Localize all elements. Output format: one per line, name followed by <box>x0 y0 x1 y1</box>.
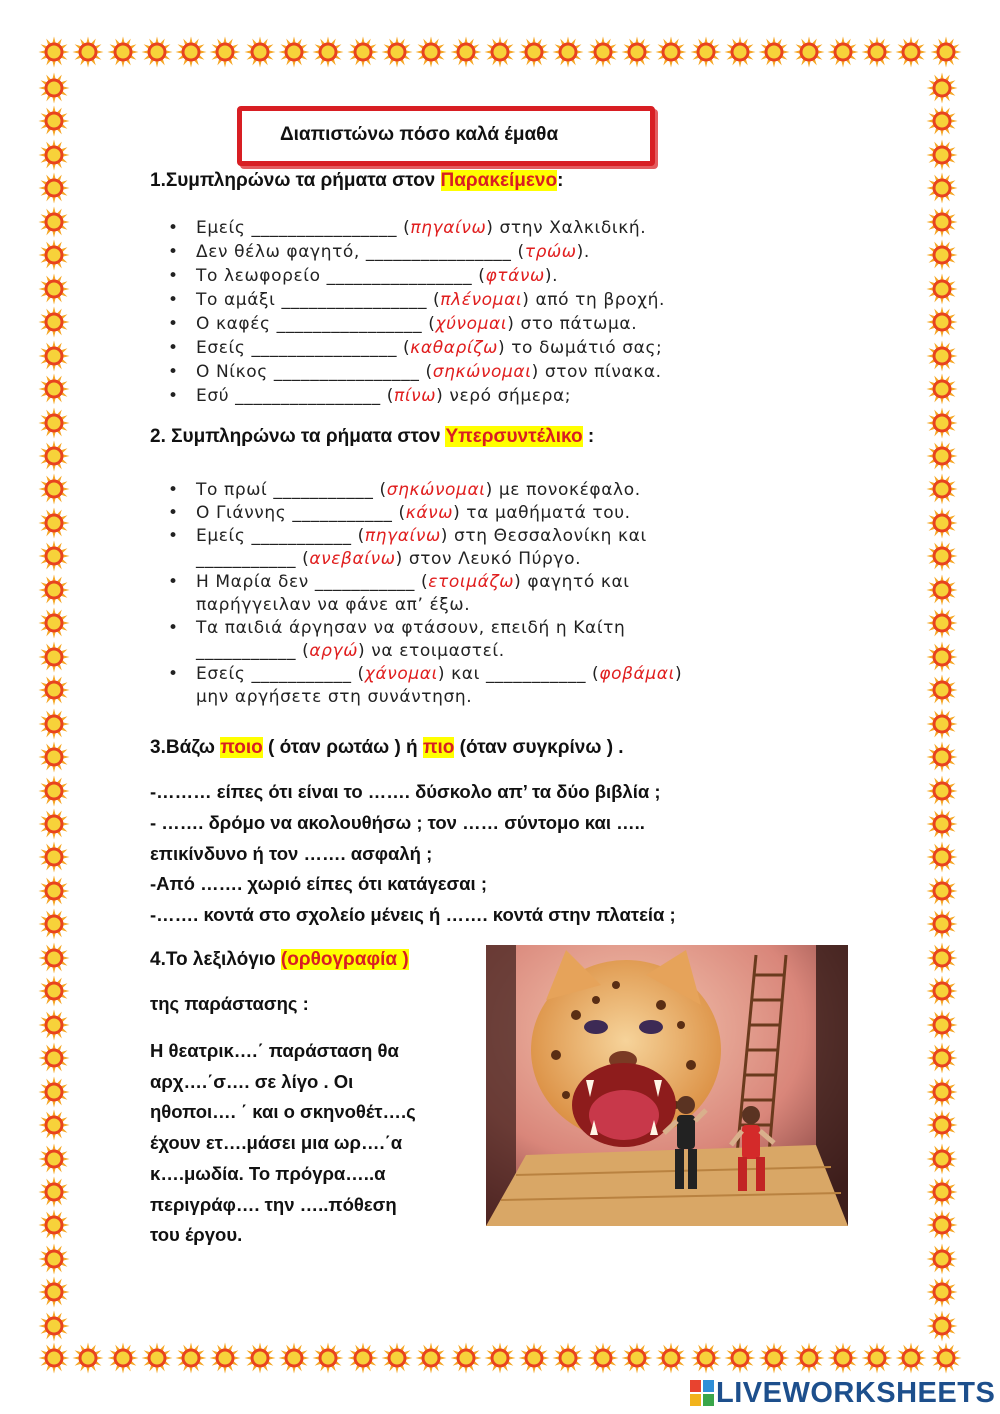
sun-border-icon <box>38 239 70 271</box>
item-text: ). <box>576 242 590 262</box>
bullet-icon: • <box>168 314 179 334</box>
section3-heading-text: 3.Βάζω <box>150 737 221 758</box>
sun-border-icon <box>926 139 958 171</box>
sun-border-icon <box>926 239 958 271</box>
verb-hint: καθαρίζω <box>410 338 498 358</box>
verb-hint: χάνομαι <box>364 664 438 684</box>
sun-border-icon <box>926 975 958 1007</box>
item-text: Το πρωί ___________ ( <box>196 480 387 500</box>
verb-hint: πηγαίνω <box>410 218 487 238</box>
sun-border-icon <box>926 674 958 706</box>
list-item <box>168 663 682 709</box>
sun-border-icon <box>926 1076 958 1108</box>
sun-border-icon <box>72 1342 104 1374</box>
sun-border-icon <box>38 473 70 505</box>
sun-border-icon <box>552 1342 584 1374</box>
sun-border-icon <box>587 1342 619 1374</box>
sun-border-icon <box>107 36 139 68</box>
sun-border-icon <box>926 440 958 472</box>
sun-border-icon <box>793 1342 825 1374</box>
sun-border-icon <box>926 908 958 940</box>
sun-border-icon <box>312 36 344 68</box>
sun-border-icon <box>518 36 550 68</box>
sun-border-icon <box>38 507 70 539</box>
sun-border-icon <box>861 36 893 68</box>
item-text: ___________ ( <box>196 549 310 569</box>
sun-border-icon <box>926 540 958 572</box>
sun-border-icon <box>38 875 70 907</box>
sun-border-icon <box>724 36 756 68</box>
sun-border-icon <box>518 1342 550 1374</box>
paragraph-line: κ….μωδία. Το πρόγρα…..α <box>150 1162 386 1184</box>
sun-border-icon <box>38 775 70 807</box>
verb-hint: φοβάμαι <box>599 664 675 684</box>
sun-border-icon <box>926 1042 958 1074</box>
section4-heading-highlight: (ορθογραφία ) <box>280 949 409 970</box>
sun-border-icon <box>244 1342 276 1374</box>
section4-heading <box>150 949 409 971</box>
sun-border-icon <box>209 1342 241 1374</box>
verb-hint: αργώ <box>309 641 359 661</box>
paragraph-line: ηθοποι…. ΄ και ο σκηνοθέτ….ς <box>150 1101 416 1123</box>
sun-border-icon <box>415 1342 447 1374</box>
section3-highlight-poio: ποιο <box>220 737 263 758</box>
section1-heading <box>150 170 563 192</box>
sun-border-icon <box>926 841 958 873</box>
section1-heading-highlight: Παρακείμενο <box>440 170 558 191</box>
sun-border-icon <box>926 507 958 539</box>
sun-border-icon <box>926 1310 958 1342</box>
item-text: Τα παιδιά άργησαν να φτάσουν, επειδή η Καίτη <box>196 618 626 638</box>
sun-border-icon <box>930 1342 962 1374</box>
paragraph-line: του έργου. <box>150 1224 243 1246</box>
sun-border-icon <box>38 674 70 706</box>
logo-text: LIVEWORKSHEETS <box>716 1376 996 1409</box>
sun-border-icon <box>141 36 173 68</box>
sun-border-icon <box>38 1310 70 1342</box>
section4-heading-text: 4.Το λεξιλόγιο <box>150 949 281 970</box>
sun-border-icon <box>484 36 516 68</box>
sun-border-icon <box>72 36 104 68</box>
exercise3-line: -……. κοντά στο σχολείο μένεις ή ……. κοντά στην πλατεία ; <box>150 904 676 925</box>
sun-border-icon <box>926 708 958 740</box>
sun-border-icon <box>926 1009 958 1041</box>
sun-border-icon <box>415 36 447 68</box>
item-text: Ο καφές ________________ ( <box>196 314 436 334</box>
border-top <box>38 36 962 72</box>
item-text: παρήγγειλαν να φάνε απ’ έξω. <box>196 595 471 615</box>
bullet-icon: • <box>168 338 179 358</box>
sun-border-icon <box>38 841 70 873</box>
sun-border-icon <box>38 1109 70 1141</box>
section1-list <box>168 216 665 408</box>
sun-border-icon <box>278 36 310 68</box>
item-text: ) στον Λευκό Πύργο. <box>395 549 582 569</box>
sun-border-icon <box>38 139 70 171</box>
bullet-icon: • <box>168 266 179 286</box>
sun-border-icon <box>926 1243 958 1275</box>
section2-heading <box>150 426 594 448</box>
verb-hint: πίνω <box>394 386 437 406</box>
sun-border-icon <box>484 1342 516 1374</box>
section2-list <box>168 479 682 709</box>
paragraph-line: Η θεατρικ….΄ παράσταση θα <box>150 1040 399 1061</box>
sun-border-icon <box>38 1342 70 1374</box>
sun-border-icon <box>347 1342 379 1374</box>
sun-border-icon <box>38 574 70 606</box>
sun-border-icon <box>690 1342 722 1374</box>
sun-border-icon <box>621 36 653 68</box>
sun-border-icon <box>38 36 70 68</box>
sun-border-icon <box>655 36 687 68</box>
section3-heading <box>150 737 624 759</box>
sun-border-icon <box>38 1143 70 1175</box>
section4-paragraph <box>150 1036 450 1251</box>
verb-hint: σηκώνομαι <box>386 480 486 500</box>
sun-border-icon <box>38 1209 70 1241</box>
bullet-icon: • <box>168 503 179 523</box>
bullet-icon: • <box>168 664 179 684</box>
verb-hint: πηγαίνω <box>364 526 441 546</box>
sun-border-icon <box>141 1342 173 1374</box>
sun-border-icon <box>450 1342 482 1374</box>
sun-border-icon <box>926 1176 958 1208</box>
paragraph-line: περιγράφ…. την …..πόθεση <box>150 1193 397 1215</box>
sun-border-icon <box>587 36 619 68</box>
list-item <box>168 384 665 408</box>
bullet-icon: • <box>168 242 179 262</box>
item-text: ) το δωμάτιό σας; <box>497 338 663 358</box>
item-text: ) νερό σήμερα; <box>436 386 572 406</box>
sun-border-icon <box>38 72 70 104</box>
sun-border-icon <box>38 607 70 639</box>
sun-border-icon <box>38 1276 70 1308</box>
item-text: μην αργήσετε στη συνάντηση. <box>196 687 473 707</box>
list-item <box>168 312 665 336</box>
item-text: ___________ ( <box>196 641 310 661</box>
sun-border-icon <box>38 975 70 1007</box>
sun-border-icon <box>926 607 958 639</box>
sun-border-icon <box>926 172 958 204</box>
sun-border-icon <box>690 36 722 68</box>
sun-border-icon <box>926 1109 958 1141</box>
sun-border-icon <box>926 306 958 338</box>
section3-heading-text: ( όταν ρωτάω ) ή <box>262 737 423 758</box>
sun-border-icon <box>38 641 70 673</box>
sun-border-icon <box>244 36 276 68</box>
list-item <box>168 571 682 617</box>
bullet-icon: • <box>168 618 179 638</box>
item-text: ) στο πάτωμα. <box>507 314 638 334</box>
list-item <box>168 502 682 525</box>
sun-border-icon <box>38 440 70 472</box>
sun-border-icon <box>38 908 70 940</box>
verb-hint: κάνω <box>405 503 454 523</box>
sun-border-icon <box>38 741 70 773</box>
list-item <box>168 216 665 240</box>
item-text: ) <box>674 664 683 684</box>
sun-border-icon <box>926 1209 958 1241</box>
exercise3-line: -……… είπες ότι είναι το ……. δύσκολο απ’ τα δύο βιβλία ; <box>150 781 661 802</box>
sun-border-icon <box>926 273 958 305</box>
sun-border-icon <box>209 36 241 68</box>
border-left <box>38 72 74 1342</box>
logo-icon <box>690 1380 714 1406</box>
item-text: ) τα μαθήματά του. <box>453 503 631 523</box>
sun-border-icon <box>278 1342 310 1374</box>
sun-border-icon <box>926 574 958 606</box>
sun-border-icon <box>926 105 958 137</box>
sun-border-icon <box>621 1342 653 1374</box>
item-text: Εσείς ___________ ( <box>196 664 365 684</box>
item-text: Η Μαρία δεν ___________ ( <box>196 572 429 592</box>
verb-hint: χύνομαι <box>435 314 508 334</box>
sun-border-icon <box>38 1076 70 1108</box>
bullet-icon: • <box>168 362 179 382</box>
sun-border-icon <box>758 1342 790 1374</box>
item-text: Εμείς ________________ ( <box>196 218 411 238</box>
sun-border-icon <box>926 741 958 773</box>
verb-hint: ανεβαίνω <box>309 549 396 569</box>
list-item <box>168 525 682 571</box>
exercise3-line: -Από ……. χωριό είπες ότι κατάγεσαι ; <box>150 873 487 894</box>
sun-border-icon <box>38 942 70 974</box>
sun-border-icon <box>926 775 958 807</box>
sun-border-icon <box>724 1342 756 1374</box>
sun-border-icon <box>38 273 70 305</box>
section3-heading-text: (όταν συγκρίνω ) . <box>454 737 624 758</box>
item-text: ) στην Χαλκιδική. <box>486 218 647 238</box>
section3-highlight-pio: πιο <box>422 737 455 758</box>
theater-photo <box>486 945 848 1226</box>
sun-border-icon <box>895 36 927 68</box>
sun-border-icon <box>347 36 379 68</box>
sun-border-icon <box>926 808 958 840</box>
sun-border-icon <box>926 206 958 238</box>
sun-border-icon <box>38 306 70 338</box>
exercise3-line: - ……. δρόμο να ακολουθήσω ; τον …… σύντομο και ….. <box>150 812 645 833</box>
item-text: ). <box>544 266 559 286</box>
paragraph-line: αρχ….΄σ…. σε λίγο . Οι <box>150 1070 354 1092</box>
list-item <box>168 288 665 312</box>
sun-border-icon <box>827 36 859 68</box>
paragraph-line: έχουν ετ….μάσει μια ωρ….΄α <box>150 1132 403 1154</box>
list-item <box>168 617 682 663</box>
page-title: Διαπιστώνω πόσο καλά έμαθα <box>280 124 559 145</box>
sun-border-icon <box>926 875 958 907</box>
sun-border-icon <box>38 708 70 740</box>
sun-border-icon <box>895 1342 927 1374</box>
sun-border-icon <box>552 36 584 68</box>
sun-border-icon <box>926 1143 958 1175</box>
bullet-icon: • <box>168 386 179 406</box>
section2-heading-highlight: Υπερσυντέλικο <box>445 426 583 447</box>
verb-hint: σηκώνομαι <box>432 362 532 382</box>
sun-border-icon <box>655 1342 687 1374</box>
border-bottom <box>38 1342 962 1378</box>
bullet-icon: • <box>168 480 179 500</box>
sun-border-icon <box>107 1342 139 1374</box>
item-text: Εμείς ___________ ( <box>196 526 365 546</box>
bullet-icon: • <box>168 218 179 238</box>
sun-border-icon <box>926 373 958 405</box>
verb-hint: τρώω <box>524 242 577 262</box>
exercise3-line: επικίνδυνο ή τον ……. ασφαλή ; <box>150 843 433 864</box>
sun-border-icon <box>38 172 70 204</box>
section1-heading-suffix: : <box>557 170 564 191</box>
section4-subheading: της παράστασης : <box>150 993 309 1014</box>
section2-heading-suffix: : <box>582 426 595 447</box>
sun-border-icon <box>38 808 70 840</box>
list-item <box>168 240 665 264</box>
sun-border-icon <box>38 206 70 238</box>
item-text: Το αμάξι ________________ ( <box>196 290 441 310</box>
item-text: ) φαγητό και <box>514 572 630 592</box>
sun-border-icon <box>38 340 70 372</box>
item-text: ) στη Θεσσαλονίκη και <box>440 526 647 546</box>
item-text: Το λεωφορείο ________________ ( <box>196 266 486 286</box>
item-text: ) στον πίνακα. <box>531 362 662 382</box>
sun-border-icon <box>926 942 958 974</box>
sun-border-icon <box>450 36 482 68</box>
sun-border-icon <box>312 1342 344 1374</box>
sun-border-icon <box>926 72 958 104</box>
border-right <box>926 72 962 1342</box>
sun-border-icon <box>930 36 962 68</box>
item-text: ) να ετοιμαστεί. <box>358 641 505 661</box>
sun-border-icon <box>175 36 207 68</box>
sun-border-icon <box>38 1176 70 1208</box>
list-item <box>168 264 665 288</box>
sun-border-icon <box>38 105 70 137</box>
sun-border-icon <box>758 36 790 68</box>
sun-border-icon <box>827 1342 859 1374</box>
sun-border-icon <box>38 373 70 405</box>
item-text: Ο Νίκος ________________ ( <box>196 362 433 382</box>
item-text: Δεν θέλω φαγητό, ________________ ( <box>196 242 525 262</box>
sun-border-icon <box>861 1342 893 1374</box>
list-item <box>168 336 665 360</box>
sun-border-icon <box>38 1009 70 1041</box>
liveworksheets-logo <box>690 1376 995 1410</box>
sun-border-icon <box>793 36 825 68</box>
sun-border-icon <box>38 407 70 439</box>
bullet-icon: • <box>168 526 179 546</box>
sun-border-icon <box>381 36 413 68</box>
sun-border-icon <box>38 540 70 572</box>
item-text: Εσύ ________________ ( <box>196 386 394 406</box>
section2-heading-text: 2. Συμπληρώνω τα ρήματα στον <box>150 426 446 447</box>
sun-border-icon <box>926 1276 958 1308</box>
sun-border-icon <box>38 1042 70 1074</box>
sun-border-icon <box>38 1243 70 1275</box>
verb-hint: φτάνω <box>485 266 545 286</box>
item-text: Εσείς ________________ ( <box>196 338 411 358</box>
sun-border-icon <box>175 1342 207 1374</box>
bullet-icon: • <box>168 572 179 592</box>
bullet-icon: • <box>168 290 179 310</box>
list-item <box>168 360 665 384</box>
sun-border-icon <box>926 473 958 505</box>
list-item <box>168 479 682 502</box>
sun-border-icon <box>381 1342 413 1374</box>
item-text: Ο Γιάννης ___________ ( <box>196 503 406 523</box>
sun-border-icon <box>926 641 958 673</box>
verb-hint: ετοιμάζω <box>428 572 515 592</box>
sun-border-icon <box>926 340 958 372</box>
item-text: ) από τη βροχή. <box>522 290 665 310</box>
sun-border-icon <box>926 407 958 439</box>
verb-hint: πλένομαι <box>440 290 523 310</box>
item-text: ) και ___________ ( <box>437 664 600 684</box>
item-text: ) με πονοκέφαλο. <box>485 480 641 500</box>
section1-heading-text: 1.Συμπληρώνω τα ρήματα στον <box>150 170 441 191</box>
